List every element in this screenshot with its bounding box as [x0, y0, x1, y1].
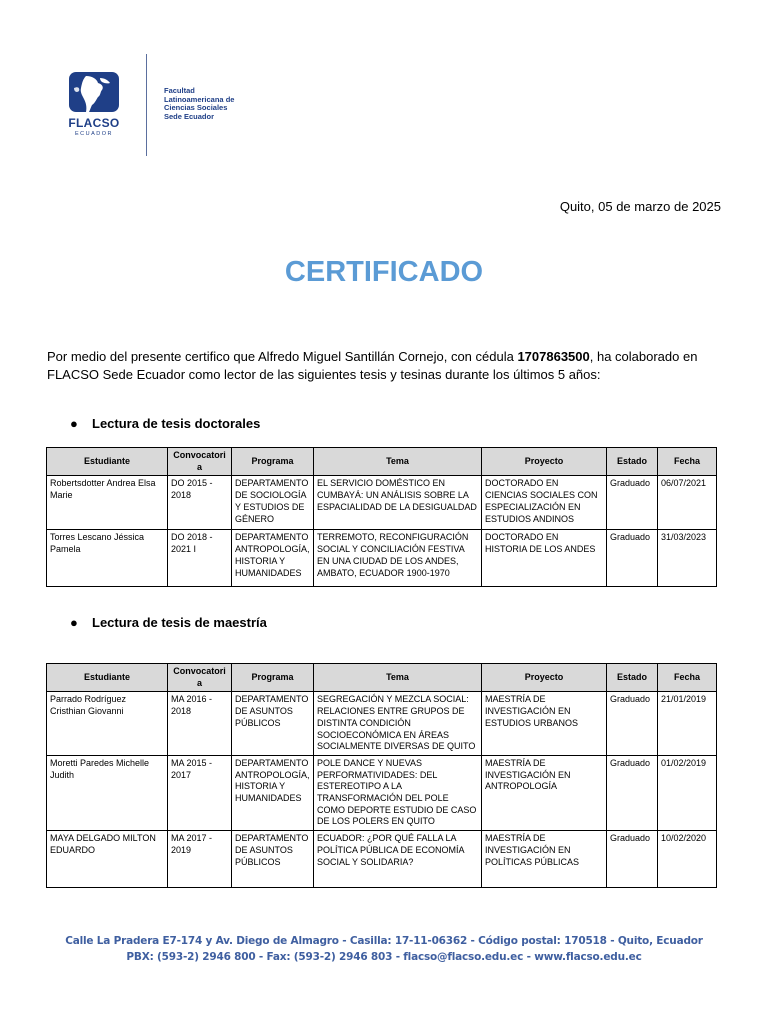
- student-cell: MAYA DELGADO MILTON EDUARDO: [47, 831, 168, 888]
- topic-cell: ECUADOR: ¿POR QUÉ FALLA LA POLÍTICA PÚBLICA DE ECONOMÍA SOCIAL Y SOLIDARIA?: [314, 831, 482, 888]
- status-cell: Graduado: [607, 755, 658, 830]
- cohort-cell: MA 2015 - 2017: [168, 755, 232, 830]
- table-header-row: [47, 448, 717, 476]
- table-row: [47, 530, 717, 587]
- project-cell: DOCTORADO EN HISTORIA DE LOS ANDES: [482, 530, 607, 587]
- column-header: Programa: [232, 664, 314, 692]
- institution-line: Sede Ecuador: [164, 111, 215, 121]
- topic-cell: SEGREGACIÓN Y MEZCLA SOCIAL: RELACIONES ENTRE GRUPOS DE DISTINTA CONDICIÓN SOCIOECONÓMICA EN ÁREAS SOCIALMENTE DIVERSAS DE QUITO: [314, 692, 482, 756]
- masters-theses-table: [46, 663, 717, 888]
- table-header-row: [47, 664, 717, 692]
- column-header: Estado: [607, 664, 658, 692]
- footer-contact: PBX: (593-2) 2946 800 - Fax: (593-2) 2946 803 - flacso@flacso.edu.ec - www.flacso.edu.ec: [126, 951, 642, 963]
- program-cell: DEPARTAMENTO ANTROPOLOGÍA, HISTORIA Y HUMANIDADES: [232, 755, 314, 830]
- program-cell: DEPARTAMENTO DE ASUNTOS PÚBLICOS: [232, 831, 314, 888]
- cedula-number: 1707863500: [517, 349, 590, 364]
- program-cell: DEPARTAMENTO DE ASUNTOS PÚBLICOS: [232, 692, 314, 756]
- doctoral-theses-table: [46, 447, 717, 587]
- column-header: Convocatoria: [168, 448, 232, 476]
- intro-paragraph: [47, 348, 727, 383]
- status-cell: Graduado: [607, 476, 658, 530]
- footer-address: Calle La Pradera E7-174 y Av. Diego de Almagro - Casilla: 17-11-06362 - Código postal: 170518 - Quito, Ecuador: [65, 935, 703, 947]
- section-heading-text: Lectura de tesis de maestría: [92, 615, 267, 630]
- table-row: [47, 831, 717, 888]
- header-divider: [146, 54, 147, 156]
- institution-line: Latinoamericana de: [164, 94, 235, 104]
- intro-text: Por medio del presente certifico que Alfredo Miguel Santillán Cornejo, con cédula: [47, 349, 518, 364]
- topic-cell: TERREMOTO, RECONFIGURACIÓN SOCIAL Y CONCILIACIÓN FESTIVA EN UNA CIUDAD DE LOS ANDES, AMBATO, ECUADOR 1900-1970: [314, 530, 482, 587]
- topic-cell: POLE DANCE Y NUEVAS PERFORMATIVIDADES: DEL ESTEREOTIPO A LA TRANSFORMACIÓN DEL POLE COMO DEPORTE ESTUDIO DE CASO DE LOS POLERS EN QUITO: [314, 755, 482, 830]
- project-cell: MAESTRÍA DE INVESTIGACIÓN EN POLÍTICAS PÚBLICAS: [482, 831, 607, 888]
- logo-wordmark: FLACSO: [68, 116, 120, 130]
- program-cell: DEPARTAMENTO DE SOCIOLOGÍA Y ESTUDIOS DE GÉNERO: [232, 476, 314, 530]
- program-cell: DEPARTAMENTO ANTROPOLOGÍA, HISTORIA Y HUMANIDADES: [232, 530, 314, 587]
- column-header: Fecha: [658, 664, 717, 692]
- table-row: [47, 476, 717, 530]
- column-header: Proyecto: [482, 664, 607, 692]
- date-cell: 10/02/2020: [658, 831, 717, 888]
- bullet-icon: ●: [70, 416, 78, 431]
- letterhead: [64, 54, 324, 158]
- date-cell: 31/03/2023: [658, 530, 717, 587]
- status-cell: Graduado: [607, 831, 658, 888]
- student-cell: Parrado Rodríguez Cristhian Giovanni: [47, 692, 168, 756]
- student-cell: Robertsdotter Andrea Elsa Marie: [47, 476, 168, 530]
- student-cell: Torres Lescano Jéssica Pamela: [47, 530, 168, 587]
- date-cell: 06/07/2021: [658, 476, 717, 530]
- institution-line: Facultad: [164, 86, 195, 95]
- cohort-cell: MA 2017 - 2019: [168, 831, 232, 888]
- document-date: Quito, 05 de marzo de 2025: [559, 199, 721, 214]
- student-cell: Moretti Paredes Michelle Judith: [47, 755, 168, 830]
- project-cell: MAESTRÍA DE INVESTIGACIÓN EN ANTROPOLOGÍA: [482, 755, 607, 830]
- status-cell: Graduado: [607, 692, 658, 756]
- topic-cell: EL SERVICIO DOMÉSTICO EN CUMBAYÁ: UN ANÁLISIS SOBRE LA ESPACIALIDAD DE LA DESIGUALDAD: [314, 476, 482, 530]
- column-header: Tema: [314, 448, 482, 476]
- document-title: CERTIFICADO: [284, 256, 484, 288]
- column-header: Estudiante: [47, 664, 168, 692]
- status-cell: Graduado: [607, 530, 658, 587]
- logo-subtitle: ECUADOR: [74, 131, 113, 137]
- column-header: Fecha: [658, 448, 717, 476]
- intro-text: , ha colaborado en FLACSO Sede Ecuador como lector de las siguientes tesis y tesinas durante los últimos 5 años:: [47, 349, 698, 382]
- table-row: [47, 692, 717, 756]
- date-cell: 21/01/2019: [658, 692, 717, 756]
- column-header: Programa: [232, 448, 314, 476]
- column-header: Estado: [607, 448, 658, 476]
- column-header: Proyecto: [482, 448, 607, 476]
- column-header: Estudiante: [47, 448, 168, 476]
- institution-name: [164, 87, 274, 121]
- section-heading-text: Lectura de tesis doctorales: [92, 416, 261, 431]
- cohort-cell: DO 2018 - 2021 I: [168, 530, 232, 587]
- project-cell: DOCTORADO EN CIENCIAS SOCIALES CON ESPECIALIZACIÓN EN ESTUDIOS ANDINOS: [482, 476, 607, 530]
- institution-line: Ciencias Sociales: [164, 103, 228, 112]
- cohort-cell: DO 2015 - 2018: [168, 476, 232, 530]
- date-cell: 01/02/2019: [658, 755, 717, 830]
- table-row: [47, 755, 717, 830]
- bullet-icon: ●: [70, 615, 78, 630]
- column-header: Tema: [314, 664, 482, 692]
- cohort-cell: MA 2016 - 2018: [168, 692, 232, 756]
- project-cell: MAESTRÍA DE INVESTIGACIÓN EN ESTUDIOS URBANOS: [482, 692, 607, 756]
- column-header: Convocatoria: [168, 664, 232, 692]
